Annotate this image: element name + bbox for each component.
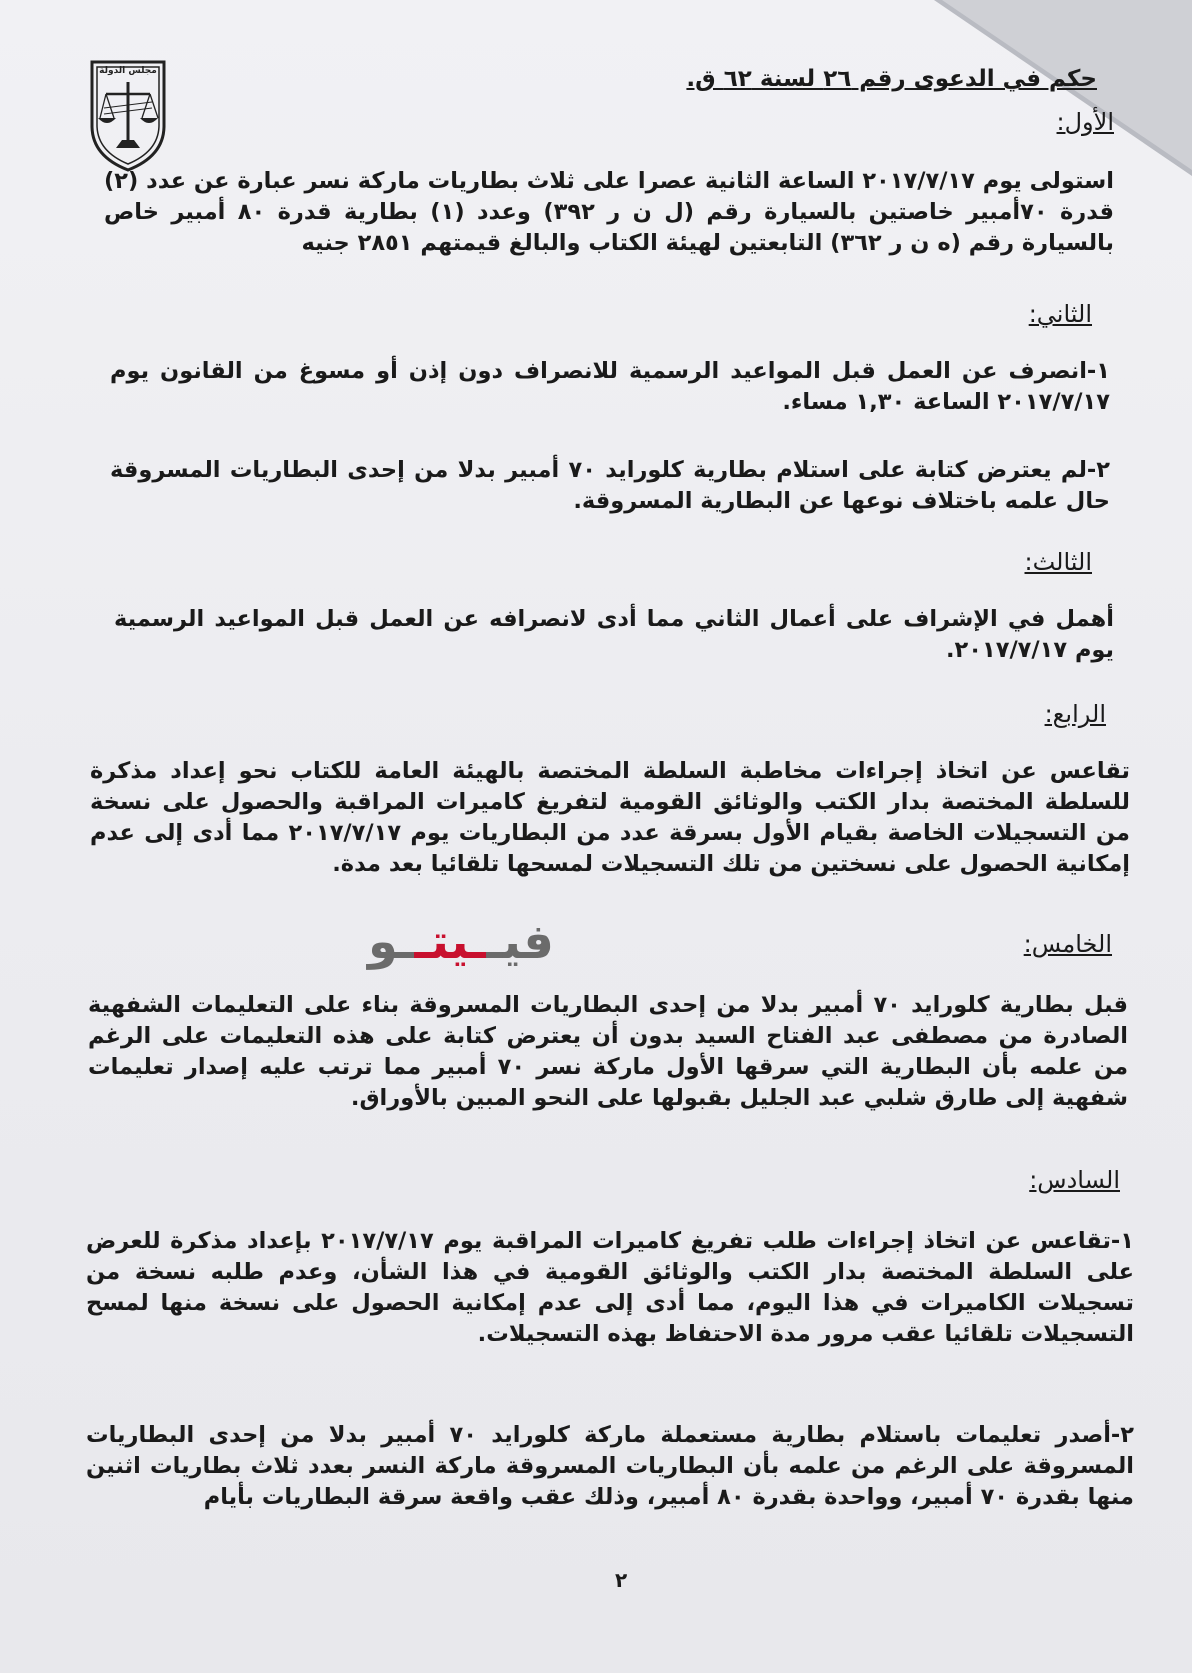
vetogate-watermark [368,914,554,970]
section-1-paragraph-1: استولى يوم ٢٠١٧/٧/١٧ الساعة الثانية عصرا على ثلاث بطاريات ماركة نسر عبارة عن عدد (٢) قدرة ٧٠أمبير خاصتين بالسيارة رقم (ل ن ر ٣٩٢) وعدد (١) بطارية قدرة ٨٠ أمبير خاص بالسيارة رقم (ه ن ر ٣٦٢) التابعتين لهيئة الكتاب والبالغ قيمتهم ٢٨٥١ جنيه [104,168,1115,256]
section-3-body [114,604,1114,666]
section-5-body [88,990,1128,1114]
section-title-1: الأول: [1056,108,1114,136]
section-2-body [110,356,1110,418]
section-4-paragraph-1: تقاعس عن اتخاذ إجراءات مخاطبة السلطة المختصة بالهيئة العامة للكتاب نحو إعداد مذكرة للسلطة المختصة بدار الكتب والوثائق القومية لتفريغ كاميرات المراقبة والحصول على نسخة من التسجيلات الخاصة بقيام الأول بسرقة عدد من البطاريات يوم ٢٠١٧/٧/١٧ مما أدى إلى عدم إمكانية الحصول على نسختين من تلك التسجيلات لمسحها تلقائيا بعد مدة. [90,758,1130,877]
section-6-paragraph-1: ١-تقاعس عن اتخاذ إجراءات طلب تفريغ كاميرات المراقبة يوم ٢٠١٧/٧/١٧ بإعداد مذكرة للعرض على السلطة المختصة بدار الكتب والوثائق القومية في هذا الشأن، وعدم طلبه نسخة من تسجيلات الكاميرات في هذا اليوم، مما أدى إلى عدم إمكانية الحصول على نسخة منها لمسح التسجيلات تلقائيا عقب مرور مدة الاحتفاظ بهذه التسجيلات. [86,1228,1134,1347]
section-6-body [86,1226,1134,1350]
seal-label: مجلس الدولة [99,66,157,76]
section-title-3: الثالث: [1024,548,1092,576]
section-3-paragraph-1: أهمل في الإشراف على أعمال الثاني مما أدى لانصرافه عن العمل قبل المواعيد الرسمية يوم ٢٠١٧/٧/١٧. [114,606,1114,663]
section-1-body [104,166,1114,259]
section-5-paragraph-1: قبل بطارية كلورايد ٧٠ أمبير بدلا من إحدى البطاريات المسروقة بناء على التعليمات الشفهية الصادرة من مصطفى عبد الفتاح السيد بدون أن يعترض كتابة على هذه التعليمات على الرغم من علمه بأن البطارية التي سرقها الأول ماركة نسر ٧٠ أمبير مما ترتب عليه إصدار تعليمات شفهية إلى طارق شلبي عبد الجليل بقبولها على النحو المبين بالأوراق. [88,992,1128,1111]
section-title-6: السادس: [1029,1166,1120,1194]
section-6-paragraph-2: ٢-أصدر تعليمات باستلام بطارية مستعملة ماركة كلورايد ٧٠ أمبير بدلا من إحدى البطاريات المسروقة على الرغم من علمه بأن البطاريات المسروقة ماركة النسر بعدد ثلاث بطاريات اثنين منها بقدرة ٧٠ أمبير، وواحدة بقدرة ٨٠ أمبير، وذلك عقب واقعة سرقة البطاريات بأيام [86,1422,1134,1510]
case-header: حكم في الدعوى رقم ٢٦ لسنة ٦٢ ق. [686,66,1097,92]
section-2-body-2 [110,455,1110,517]
watermark-accent: ـيتـ [414,914,487,970]
section-2-paragraph-1: ١-انصرف عن العمل قبل المواعيد الرسمية للانصراف دون إذن أو مسوغ من القانون يوم ٢٠١٧/٧/١٧ الساعة ١,٣٠ مساء. [110,358,1110,415]
page-number: ٢ [615,1568,628,1592]
section-title-4: الرابع: [1044,700,1106,728]
section-2-paragraph-2: ٢-لم يعترض كتابة على استلام بطارية كلورايد ٧٠ أمبير بدلا من إحدى البطاريات المسروقة حال علمه باختلاف نوعها عن البطارية المسروقة. [110,457,1111,514]
watermark-part-1: فيـ [486,914,554,970]
section-6-body-2 [86,1420,1134,1513]
watermark-part-2: ـو [368,914,415,970]
council-seal-logo [86,56,170,174]
section-title-2: الثاني: [1028,300,1092,328]
section-title-5: الخامس: [1023,930,1112,958]
section-4-body [90,756,1130,880]
